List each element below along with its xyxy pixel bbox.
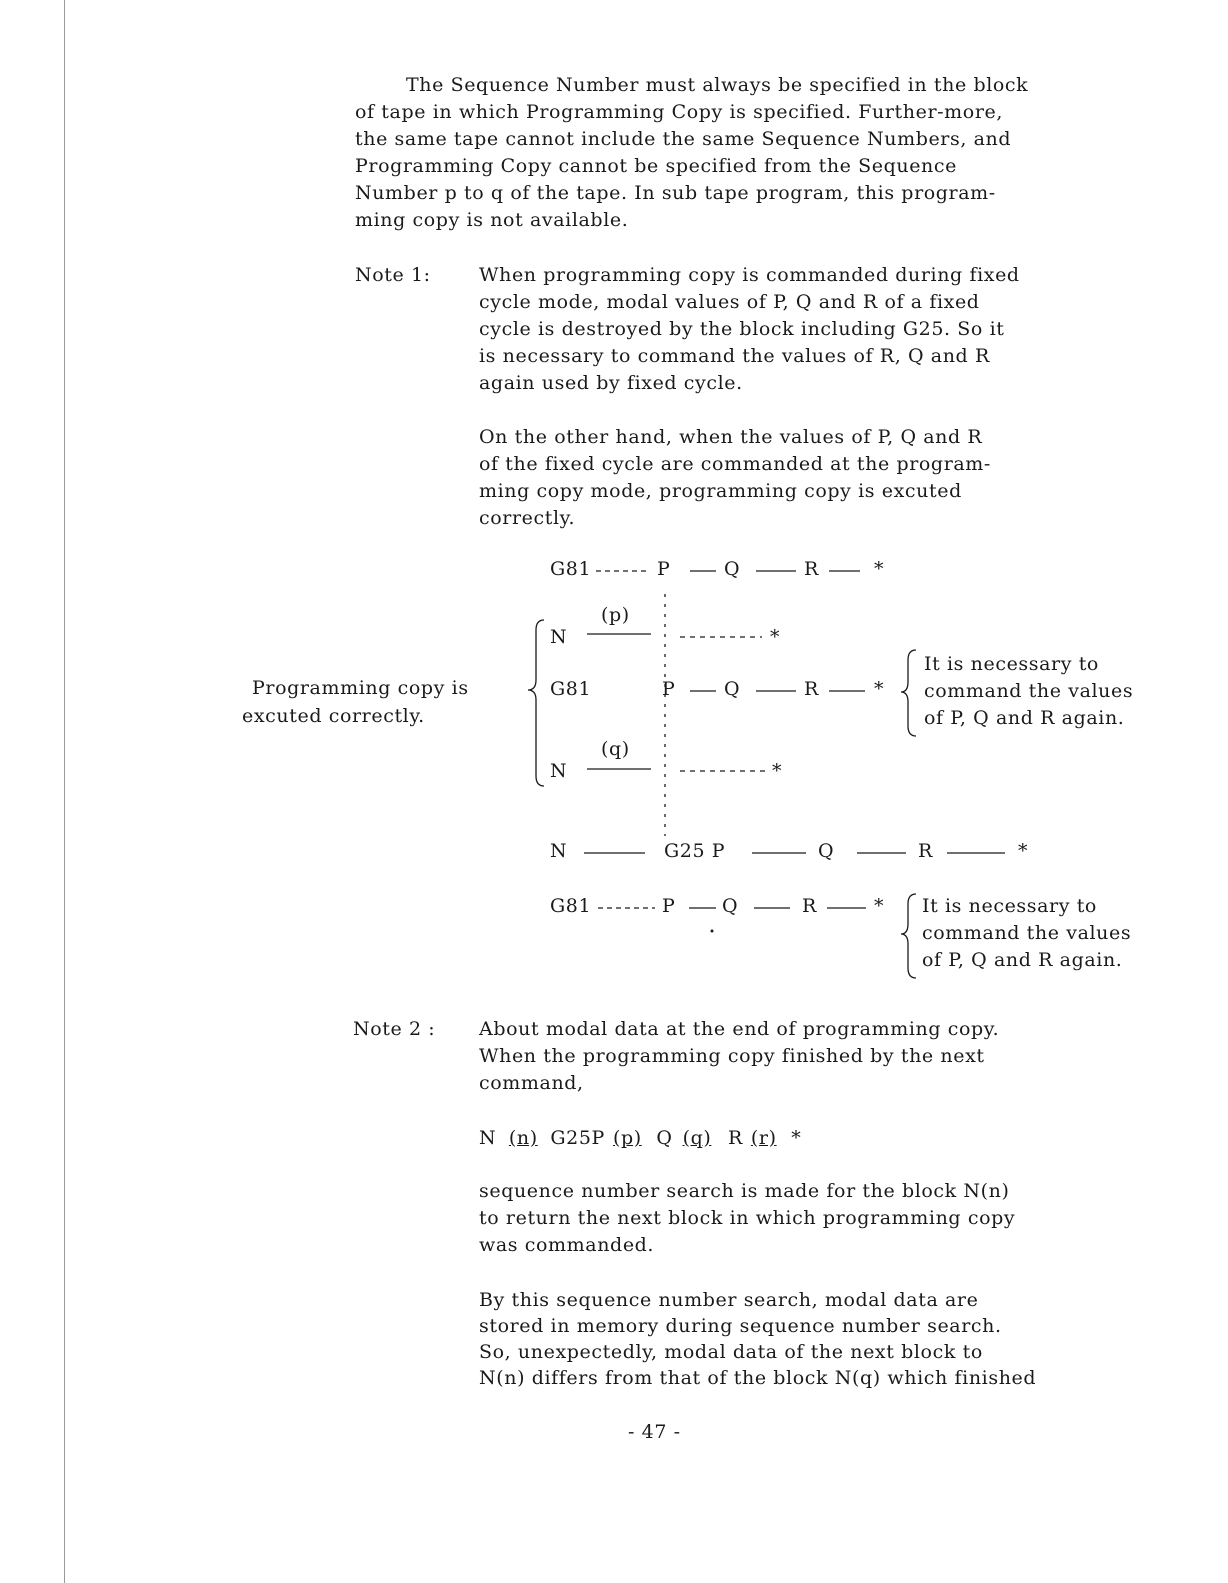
cmd-g25p: G25P: [550, 1127, 605, 1149]
last-q: Q: [722, 895, 739, 917]
cmd-q-arg: (q): [682, 1127, 712, 1149]
p-label: (p): [601, 604, 630, 626]
note-1-line: cycle mode, modal values of P, Q and R of a fixed: [479, 291, 980, 313]
note-2-line: So, unexpectedly, modal data of the next block to: [479, 1341, 983, 1363]
cmd-r: R: [728, 1127, 743, 1149]
right-note-1-line: It is necessary to: [924, 653, 1099, 675]
note-1-line: ming copy mode, programming copy is excuted: [479, 480, 962, 502]
cmd-star: *: [791, 1127, 802, 1149]
right-note-2-line: It is necessary to: [922, 895, 1097, 917]
note-1-line: is necessary to command the values of R, Q and R: [479, 345, 990, 367]
page-number: - 47 -: [628, 1421, 681, 1443]
note-2-line: to return the next block in which programming copy: [479, 1207, 1016, 1229]
note-1-line: correctly.: [479, 507, 576, 529]
note-1-line: On the other hand, when the values of P, Q and R: [479, 426, 983, 448]
note-2-line: About modal data at the end of programming copy.: [479, 1018, 1000, 1040]
intro-line: Number p to q of the tape. In sub tape program, this program-: [355, 182, 996, 204]
note-1-line: cycle is destroyed by the block including G25. So it: [479, 318, 1005, 340]
row1-star: *: [874, 558, 885, 580]
intro-line: the same tape cannot include the same Sequence Numbers, and: [355, 128, 1012, 150]
mid-p: P: [662, 678, 676, 700]
cmd-n-arg: (n): [508, 1127, 538, 1149]
right-note-2-line: of P, Q and R again.: [922, 949, 1123, 971]
row1-p: P: [657, 558, 671, 580]
note-2-label: Note 2 :: [353, 1018, 436, 1040]
cmd-q: Q: [656, 1127, 673, 1149]
g25-row-n: N: [550, 840, 568, 862]
note-2-line: sequence number search is made for the block N(n): [479, 1180, 1010, 1202]
last-r: R: [802, 895, 817, 917]
note-2-line: By this sequence number search, modal data are: [479, 1289, 979, 1311]
q-label: (q): [601, 738, 630, 760]
note-1-line: When programming copy is commanded during fixed: [479, 264, 1020, 286]
n-label-2: N: [550, 760, 568, 782]
note-2-line: N(n) differs from that of the block N(q) which finished: [479, 1367, 1037, 1389]
mid-g81: G81: [550, 678, 592, 700]
side-label-line-2: excuted correctly.: [242, 705, 425, 727]
note-2-line: stored in memory during sequence number search.: [479, 1315, 1002, 1337]
note-1-line: of the fixed cycle are commanded at the program-: [479, 453, 991, 475]
row1-r: R: [804, 558, 819, 580]
intro-line: ming copy is not available.: [355, 209, 629, 231]
g25-row-g25p: G25 P: [664, 840, 726, 862]
right-note-2-line: command the values: [922, 922, 1132, 944]
last-p: P: [662, 895, 676, 917]
note-2-line: When the programming copy finished by the next: [479, 1045, 985, 1067]
star-2: *: [772, 760, 783, 782]
last-g81: G81: [550, 895, 592, 917]
side-label-line-1: Programming copy is: [252, 677, 469, 699]
intro-line: Programming Copy cannot be specified from the Sequence: [355, 155, 957, 177]
mid-r: R: [804, 678, 819, 700]
row1-q: Q: [724, 558, 741, 580]
g25-row-star: *: [1018, 840, 1029, 862]
cmd-p-arg: (p): [612, 1127, 642, 1149]
last-star: *: [874, 895, 885, 917]
note-1-label: Note 1:: [355, 264, 431, 286]
g25-row-r: R: [918, 840, 933, 862]
note-2-line: was commanded.: [479, 1234, 655, 1256]
note-1-line: again used by fixed cycle.: [479, 372, 743, 394]
n-label-1: N: [550, 626, 568, 648]
right-note-1-line: of P, Q and R again.: [924, 707, 1125, 729]
intro-line: of tape in which Programming Copy is specified. Further-more,: [355, 101, 1003, 123]
cmd-r-arg: (r): [750, 1127, 777, 1149]
mid-q: Q: [724, 678, 741, 700]
right-note-1-line: command the values: [924, 680, 1134, 702]
note-2-line: command,: [479, 1072, 584, 1094]
command-example: [479, 1125, 801, 1152]
g25-row-q: Q: [818, 840, 835, 862]
row1-g81: G81: [550, 558, 592, 580]
star-1: *: [770, 626, 781, 648]
mid-star: *: [874, 678, 885, 700]
intro-line: The Sequence Number must always be specified in the block: [406, 74, 1029, 96]
cmd-n: N: [479, 1127, 497, 1149]
